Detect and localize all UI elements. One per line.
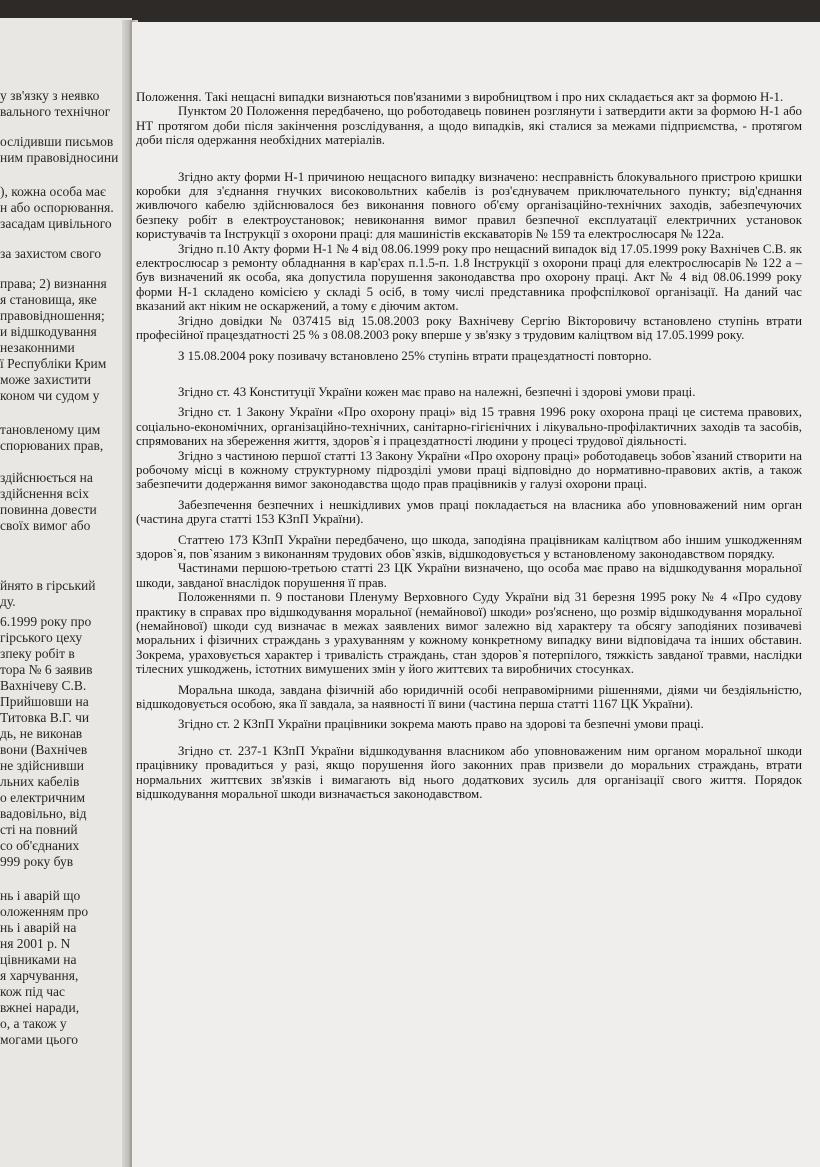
paragraph: Положеннями п. 9 постанови Пленуму Верховного Суду України від 31 березня 1995 року № 4 «Про судову практику в справах про відшкодування моральної (немайнової) шкоди» роз'яснено, що розмір відшкодування моральної (немайнової) шкоди суд визначає в межах заявлених вимог залежно від характеру та обсягу заподіяних позивачеві моральних і фізичних страждань з урахуванням у кожному конкретному випадку вини відповідача та інших обставин. Зокрема, ураховується характер і тривалість страждань, стан здоров`я потерпілого, тяжкість завданої травми, наслідки тілесних ушкоджень, істотних вимушених змін у його життєвих та виробничих стосунках. (136, 590, 802, 677)
left-page-line: со об'єднаних (0, 838, 80, 853)
left-page-line: ), кожна особа має (0, 184, 106, 199)
left-page-line: ї Республіки Крим (0, 356, 107, 371)
left-page-line: тора № 6 заявив (0, 662, 93, 677)
paragraph: Згідно ст. 2 КЗпП України працівники зокрема мають право на здорові та безпечні умови праці. (178, 717, 704, 732)
left-page-fragment (0, 18, 132, 1167)
left-page-line: могами цього (0, 1032, 79, 1047)
left-page-line: я харчування, (0, 968, 79, 983)
paragraph: Згідно ст. 1 Закону України «Про охорону праці» від 15 травня 1996 року охорона праці це система правових, соціально-економічних, організаційно-технічних, санітарно-гігієнічних і лікувально-профілактичних заходів та засобів, спрямованих на збереження життя, здоров`я і працездатності людини у процесі трудової діяльності. (136, 405, 802, 449)
paragraph: Згідно з частиною першої статті 13 Закону України «Про охорону праці» роботодавець зобов`язаний створити на робочому місці в кожному структурному підрозділі умови праці відповідно до нормативно-правових актів, а також забезпечити додержання вимог законодавства щодо прав працівників у галузі охорони праці. (136, 448, 802, 492)
left-page-line: ослідивши письмов (0, 134, 114, 149)
paragraph: Згідно ст. 43 Конституції України кожен має право на належні, безпечні і здорові умови праці. (178, 384, 696, 399)
left-page-line: тановленому цим (0, 422, 101, 437)
left-page-line: йнято в гірський (0, 578, 96, 593)
left-page-line: 6.1999 року про (0, 614, 92, 629)
left-page-line: и відшкодування (0, 324, 97, 339)
left-page-line: Вахнічеву С.В. (0, 678, 87, 693)
left-page-line: правовідношення; (0, 308, 105, 323)
left-page-line: вального технічног (0, 104, 111, 119)
left-page-line: я становища, яке (0, 292, 97, 307)
left-page-line: цівниками на (0, 952, 77, 967)
left-page-line: 999 року був (0, 854, 74, 869)
left-page-line: дь, не виконав (0, 726, 83, 741)
left-page-line: Прийшовши на (0, 694, 89, 709)
left-page-line: здійснюється на (0, 470, 93, 485)
paragraph: Згідно п.10 Акту форми Н-1 № 4 від 08.06.1999 року про нещасний випадок від 17.05.1999 року Вахнічев С.В. як електрослюсар з ремонту обладнання в кар'єрах п.1.5-п. 1.8 Інструкції з охорони праці для електрослюсарів № 122 а – був визначений як особа, яка допустила порушення законодавства про охорону праці. Акт № 4 від 08.06.1999 року форми Н-1 складено комісією у складі 5 осіб, в тому числі представника профспілкової організації. На даний час вказаний акт ніким не оскаржений, а тому є діючим актом. (136, 241, 802, 314)
paragraph: Статтею 173 КЗпП України передбачено, що шкода, заподіяна працівникам каліцтвом або іншим ушкодженням здоров`я, пов`язаним з виконанням трудових обов`язків, відшкодовується у встановленому законодавством порядку. (136, 532, 802, 561)
left-page-line: може захистити (0, 372, 92, 387)
left-page-line: ним правовідносини (0, 150, 119, 165)
left-page-line: коном чи судом у (0, 388, 100, 403)
left-page-line: нь і аварій на (0, 920, 77, 935)
paragraph: Моральна шкода, завдана фізичній або юридичній особі неправомірними рішеннями, діями чи бездіяльністю, відшкодовується особою, яка її завдала, за наявності її вини (частина перша статті 1167 ЦК України). (136, 682, 802, 712)
left-page-line: засадам цивільного (0, 216, 112, 231)
paragraph: Згідно акту форми Н-1 причиною нещасного випадку визначено: несправність блокувального пристрою кришки коробки для з'єднання гнучких високовольтних кабелів із роз'єднувачем приключательного пункту; від'єднання живлючого кабелю здійснювалося без виконання повного об'єму організаційно-технічних заходів, забезпечуючих безпеку робіт в електроустановок; невиконання вимог правил безпечної експлуатації електричних установок користувачів та Інструкції з охорони праці: для машиністів екскаваторів № 159 та електрослюсаря № 122а. (136, 169, 802, 242)
left-page-line: у зв'язку з неявко (0, 88, 100, 103)
left-page-line: о, а також у (0, 1016, 67, 1031)
paragraph: Положення. Такі нещасні випадки визнаються пов'язаними з виробництвом і про них складається акт за формою Н-1. (136, 90, 784, 104)
paragraph: Пунктом 20 Положення передбачено, що роботодавець повинен розглянути і затвердити акти за формою Н-1 або НТ протягом доби після закінчення розслідування, а щодо випадків, які сталися за межами підприємства, - протягом доби після одержання необхідних матеріалів. (136, 104, 802, 148)
left-page-line: оложенням про (0, 904, 89, 919)
left-page-line: за захистом свого (0, 246, 102, 261)
paragraph: Забезпечення безпечних і нешкідливих умов праці покладається на власника або уповноважений ним орган (частина друга статті 153 КЗпП України). (136, 497, 802, 527)
page-body-text (136, 90, 802, 801)
left-page-line: о електричним (0, 790, 86, 805)
left-page-line: ня 2001 р. N (0, 936, 71, 951)
left-page-line: нь і аварій що (0, 888, 81, 903)
left-page-line: спорюваних прав, (0, 438, 104, 453)
left-page-line: не здійснивши (0, 758, 84, 773)
left-page-line: здійснення всіх (0, 486, 89, 501)
paragraph: З 15.08.2004 року позивачу встановлено 25% ступінь втрати працездатності повторно. (178, 348, 652, 363)
left-page-line: сті на повний (0, 822, 78, 837)
left-page-line: н або оспорювання. (0, 200, 114, 215)
paragraph: Згідно ст. 237-1 КЗпП України відшкодування власником або уповноваженим ним органом моральної шкоди працівнику провадиться у разі, якщо порушення його законних прав призвели до моральних страждань, втрати нормальних життєвих зв'язків і вимагають від нього додаткових зусиль для організації свого життя. Порядок відшкодування моральної шкоди визначається законодавством. (136, 743, 802, 802)
left-page-line: зпеку робіт в (0, 646, 75, 661)
left-page-line: своїх вимог або (0, 518, 91, 533)
left-page-line: незаконними (0, 340, 75, 355)
paragraph: Частинами першою-третьою статті 23 ЦК України визначено, що особа має право на відшкодування моральної шкоди, завданої внаслідок порушення її прав. (136, 561, 802, 590)
left-page-line: вони (Вахнічев (0, 742, 88, 757)
left-page-line: повинна довести (0, 502, 97, 517)
left-page-line: вжнеі наради, (0, 1000, 80, 1015)
left-page-line: ду. (0, 594, 16, 609)
paragraph: Згідно довідки № 037415 від 15.08.2003 року Вахнічеву Сергію Вікторовичу встановлено ступінь втрати професійної працездатності 25 % з 08.08.2003 року вперше у зв'язку з трудовим каліцтвом від 17.05.1999 року. (136, 313, 802, 343)
left-page-line: Титовка В.Г. чи (0, 710, 90, 725)
left-page-line: кож під час (0, 984, 65, 999)
left-page-line: гірського цеху (0, 630, 83, 645)
left-page-line: льних кабелів (0, 774, 80, 789)
left-page-line: вадовільно, від (0, 806, 87, 821)
left-page-line: права; 2) визнання (0, 276, 107, 291)
